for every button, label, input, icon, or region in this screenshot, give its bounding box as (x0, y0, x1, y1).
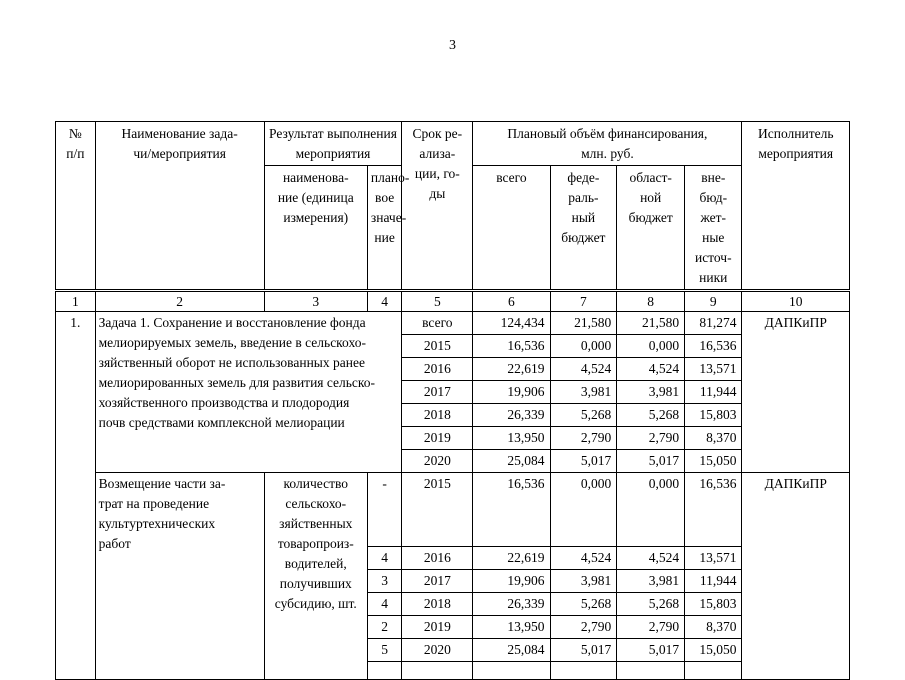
header-financing-l1: Плановый объём финансирования, (507, 126, 708, 141)
header-num-l1: № (68, 126, 82, 141)
task-total: 19,906 (473, 381, 550, 404)
measure-plan: 4 (367, 593, 401, 616)
header-fin-federal (550, 166, 617, 291)
task-term: 2018 (402, 404, 473, 427)
task-description (95, 312, 402, 473)
task-term: всего (402, 312, 473, 335)
measure-unit-line: сельскохо- (285, 496, 347, 511)
task-term: 2020 (402, 450, 473, 473)
header-term-l2: ализа- (419, 146, 456, 161)
header-row-1 (56, 122, 850, 166)
measure-name-line: работ (98, 536, 131, 551)
header-fin-regional (617, 166, 685, 291)
task-line: Задача 1. Сохранение и восстановление фонда (98, 315, 366, 330)
colnum-8: 8 (617, 291, 685, 312)
task-line: мелиорируемых земель, введение в сельскохо- (98, 335, 366, 350)
measure-regional: 2,790 (617, 616, 685, 639)
task-regional: 4,524 (617, 358, 685, 381)
task-total: 13,950 (473, 427, 550, 450)
header-result (264, 122, 402, 166)
header-name-l1: Наименование зада- (121, 126, 238, 141)
measure-name-line: культуртехнических (98, 516, 216, 531)
header-result-name-l3: измерения) (283, 210, 349, 225)
measure-unit-line: товаропроиз- (277, 536, 354, 551)
measure-regional: 5,268 (617, 593, 685, 616)
task-regional: 3,981 (617, 381, 685, 404)
task-total: 16,536 (473, 335, 550, 358)
page-number: 3 (449, 38, 456, 53)
measure-federal: 4,524 (550, 547, 617, 570)
header-fin-external-l1: вне- (701, 170, 726, 185)
measure-regional: 5,017 (617, 639, 685, 662)
task-line: хозяйственного производства и плодородия (98, 395, 350, 410)
measure-federal: 3,981 (550, 570, 617, 593)
measure-unit-line: водителей, (284, 556, 347, 571)
task-federal: 2,790 (550, 427, 617, 450)
task-regional: 21,580 (617, 312, 685, 335)
task-external: 13,571 (685, 358, 742, 381)
spacer-cell (550, 662, 617, 680)
measure-federal: 5,268 (550, 593, 617, 616)
measure-external: 15,803 (685, 593, 742, 616)
colnum-10: 10 (742, 291, 850, 312)
measure-term: 2016 (402, 547, 473, 570)
measure-row (56, 473, 850, 547)
header-fin-regional-l3: бюджет (628, 210, 673, 225)
header-executor (742, 122, 850, 291)
colnum-7: 7 (550, 291, 617, 312)
header-financing-l2: млн. руб. (581, 146, 634, 161)
task-executor: ДАПКиПР (742, 312, 850, 473)
measure-term: 2017 (402, 570, 473, 593)
measure-unit-line: получивших (279, 576, 352, 591)
task-regional: 0,000 (617, 335, 685, 358)
measure-external: 16,536 (685, 473, 742, 547)
header-fin-federal-l4: бюджет (561, 230, 606, 245)
task-external: 81,274 (685, 312, 742, 335)
column-numbers-row (56, 291, 850, 312)
header-num-l2: п/п (66, 146, 85, 161)
measure-external: 8,370 (685, 616, 742, 639)
task-external: 11,944 (685, 381, 742, 404)
measure-name (95, 473, 264, 680)
task-external: 8,370 (685, 427, 742, 450)
task-external: 16,536 (685, 335, 742, 358)
measure-name-line: Возмещение части за- (98, 476, 226, 491)
colnum-5: 5 (402, 291, 473, 312)
header-fin-total: всего (473, 166, 550, 291)
header-fin-external-l2: бюд- (699, 190, 728, 205)
header-result-plan-l2: вое (375, 190, 395, 205)
task-regional: 5,017 (617, 450, 685, 473)
task-federal: 0,000 (550, 335, 617, 358)
measure-unit (264, 473, 367, 680)
colnum-2: 2 (95, 291, 264, 312)
header-fin-regional-l1: област- (629, 170, 672, 185)
measure-total: 19,906 (473, 570, 550, 593)
measure-external: 15,050 (685, 639, 742, 662)
task-federal: 5,017 (550, 450, 617, 473)
measure-plan: 2 (367, 616, 401, 639)
measure-total: 13,950 (473, 616, 550, 639)
task-term: 2019 (402, 427, 473, 450)
task-line: зяйственный оборот не использованных ранее (98, 355, 365, 370)
header-fin-external-l4: ные (702, 230, 725, 245)
measure-term: 2019 (402, 616, 473, 639)
measure-term: 2018 (402, 593, 473, 616)
measure-federal: 0,000 (550, 473, 617, 547)
header-term-l3: ции, го- (414, 166, 460, 181)
header-fin-external-l5: источ- (694, 250, 732, 265)
header-fin-regional-l2: ной (640, 190, 662, 205)
measure-regional: 4,524 (617, 547, 685, 570)
header-fin-external-l6: ники (699, 270, 728, 285)
measure-federal: 5,017 (550, 639, 617, 662)
header-fin-federal-l1: феде- (567, 170, 600, 185)
measure-regional: 0,000 (617, 473, 685, 547)
measure-total: 16,536 (473, 473, 550, 547)
header-num (56, 122, 96, 291)
colnum-4: 4 (367, 291, 401, 312)
task-term: 2016 (402, 358, 473, 381)
measure-total: 26,339 (473, 593, 550, 616)
header-fin-federal-l2: раль- (568, 190, 599, 205)
task-federal: 4,524 (550, 358, 617, 381)
measure-name-line: трат на проведение (98, 496, 210, 511)
task-term: 2017 (402, 381, 473, 404)
header-result-l2: мероприятия (295, 146, 371, 161)
task-regional: 2,790 (617, 427, 685, 450)
measure-plan: 4 (367, 547, 401, 570)
task-total: 124,434 (473, 312, 550, 335)
task-total: 25,084 (473, 450, 550, 473)
measure-external: 13,571 (685, 547, 742, 570)
measure-executor: ДАПКиПР (742, 473, 850, 680)
spacer-cell (617, 662, 685, 680)
header-result-plan-l3: значе- (370, 210, 407, 225)
spacer-cell (367, 662, 401, 680)
header-fin-federal-l3: ный (571, 210, 596, 225)
measure-regional: 3,981 (617, 570, 685, 593)
header-fin-external-l3: жет- (700, 210, 727, 225)
header-executor-l2: мероприятия (758, 146, 834, 161)
colnum-6: 6 (473, 291, 550, 312)
header-term (402, 122, 473, 291)
colnum-3: 3 (264, 291, 367, 312)
header-executor-l1: Исполнитель (757, 126, 834, 141)
measure-unit-line: зяйственных (279, 516, 353, 531)
header-result-l1: Результат выполнения (269, 126, 397, 141)
measure-total: 22,619 (473, 547, 550, 570)
header-result-name (264, 166, 367, 291)
header-term-l4: ды (429, 186, 446, 201)
task-number: 1. (56, 312, 96, 680)
measure-term: 2015 (402, 473, 473, 547)
spacer-cell (473, 662, 550, 680)
measure-plan: 3 (367, 570, 401, 593)
header-result-plan-l4: ние (374, 230, 395, 245)
measure-federal: 2,790 (550, 616, 617, 639)
header-term-l1: Срок ре- (412, 126, 463, 141)
header-financing (473, 122, 742, 166)
task-external: 15,803 (685, 404, 742, 427)
task-total: 22,619 (473, 358, 550, 381)
header-result-name-l1: наименова- (282, 170, 349, 185)
spacer-cell (685, 662, 742, 680)
header-name-l2: чи/мероприятия (133, 146, 226, 161)
task-external: 15,050 (685, 450, 742, 473)
financing-table (55, 121, 850, 680)
task-federal: 5,268 (550, 404, 617, 427)
task-line: мелиорированных земель для развития сельско- (98, 375, 376, 390)
header-fin-external (685, 166, 742, 291)
measure-plan: 5 (367, 639, 401, 662)
task-line: почв средствами комплексной мелиорации (98, 415, 345, 430)
header-name (95, 122, 264, 291)
measure-plan: - (367, 473, 401, 547)
spacer-cell (402, 662, 473, 680)
measure-term: 2020 (402, 639, 473, 662)
measure-external: 11,944 (685, 570, 742, 593)
header-result-plan (367, 166, 410, 291)
task-row-total (56, 312, 850, 335)
task-term: 2015 (402, 335, 473, 358)
task-federal: 21,580 (550, 312, 617, 335)
task-federal: 3,981 (550, 381, 617, 404)
task-total: 26,339 (473, 404, 550, 427)
header-result-plan-l1: плано- (370, 170, 410, 185)
measure-total: 25,084 (473, 639, 550, 662)
task-regional: 5,268 (617, 404, 685, 427)
measure-unit-line: субсидию, шт. (274, 596, 357, 611)
header-result-name-l2: ние (единица (277, 190, 354, 205)
measure-unit-line: количество (283, 476, 348, 491)
colnum-1: 1 (56, 291, 96, 312)
colnum-9: 9 (685, 291, 742, 312)
